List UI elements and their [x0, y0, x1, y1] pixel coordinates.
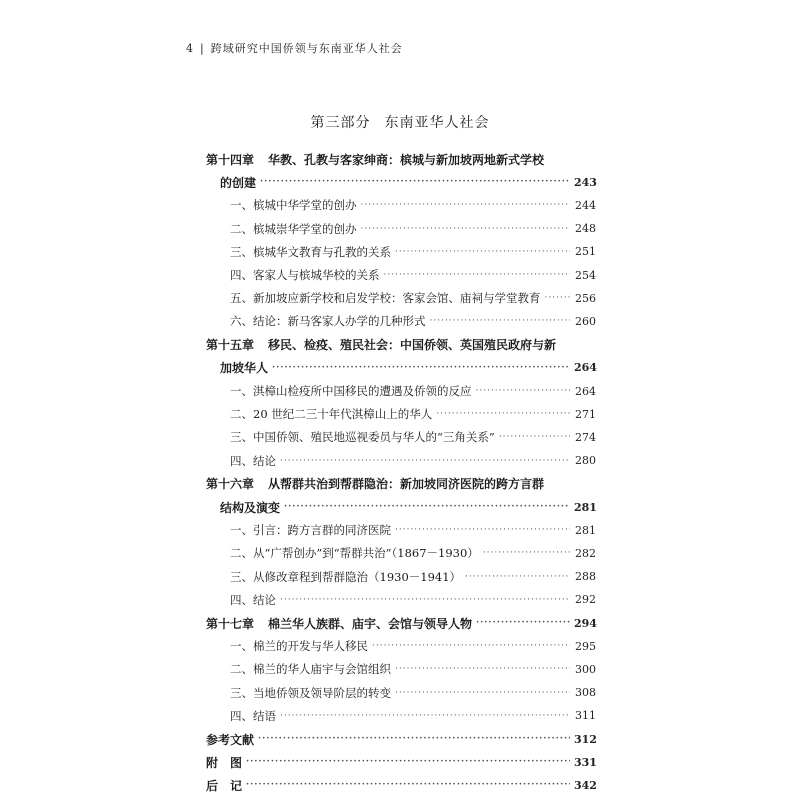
toc-leader-dots [395, 664, 570, 674]
toc-entry-title: 三、槟城华文教育与孔教的关系 [230, 244, 391, 259]
toc-entry-title: 加坡华人 [220, 361, 269, 376]
toc-leader-dots [430, 316, 571, 326]
toc-leader-dots [280, 711, 570, 721]
toc-entry-title: 二、20 世纪二三十年代淇樟山上的华人 [230, 407, 433, 422]
toc-section-entry [230, 242, 596, 262]
toc-page-number: 294 [574, 616, 597, 630]
toc-chapter-entry [220, 172, 596, 192]
toc-section-entry [230, 543, 596, 563]
toc-leader-dots [361, 224, 571, 234]
toc-leader-dots [260, 177, 570, 187]
toc-page-number: 292 [575, 593, 596, 607]
toc-leader-dots [361, 200, 571, 210]
toc-chapter-label: 第十七章 [206, 616, 255, 631]
toc-section-entry [230, 567, 596, 587]
toc-page-number: 248 [575, 222, 596, 236]
toc-entry-title: 五、新加坡应新学校和启发学校：客家会馆、庙祠与学堂教育 [230, 291, 541, 306]
toc-entry-title: 二、从“广帮创办”到“帮群共治”（1867－1930） [230, 546, 479, 561]
toc-entry-title: 从帮群共治到帮群隐治：新加坡同济医院的跨方言群 [268, 477, 545, 492]
toc-page-number: 254 [575, 268, 596, 282]
toc-section-entry [230, 311, 596, 331]
toc-leader-dots [476, 386, 571, 396]
toc-leader-dots [483, 548, 570, 558]
toc-page-number: 295 [575, 639, 596, 653]
toc-section-entry [230, 288, 596, 308]
toc-chapter-entry [206, 729, 596, 749]
toc-entry-title: 三、从修改章程到帮群隐治（1930－1941） [230, 569, 462, 584]
toc-entry-title: 三、当地侨领及领导阶层的转变 [230, 685, 391, 700]
toc-page-number: 308 [575, 686, 596, 700]
toc-page-number: 264 [574, 361, 597, 375]
part-label: 第三部分 [310, 115, 371, 131]
part-title [0, 112, 800, 132]
toc-leader-dots [465, 572, 570, 582]
toc-entry-title: 二、棉兰的华人庙宇与会馆组织 [230, 662, 391, 677]
toc-leader-dots [258, 734, 570, 744]
toc-entry-title: 一、引言：跨方言群的同济医院 [230, 523, 391, 538]
toc-section-entry [230, 520, 596, 540]
toc-entry-title: 一、淇樟山检疫所中国移民的遭遇及侨领的反应 [230, 384, 472, 398]
part-name: 东南亚华人社会 [384, 115, 490, 131]
toc-page-number: 300 [575, 662, 596, 676]
toc-entry-title: 华教、孔教与客家绅商：槟城与新加坡两地新式学校 [268, 152, 545, 167]
toc-leader-dots [476, 618, 570, 628]
toc-page-number: 274 [575, 430, 596, 444]
toc-page-number: 243 [574, 175, 597, 189]
toc-section-entry [230, 427, 596, 447]
toc-chapter-entry [206, 149, 596, 169]
toc-page-number: 260 [575, 314, 596, 328]
toc-entry-title: 一、槟城中华学堂的创办 [230, 198, 357, 213]
toc-page-number: 311 [575, 709, 596, 723]
toc-leader-dots [436, 409, 570, 419]
toc-chapter-entry [206, 775, 596, 795]
toc-section-entry [230, 381, 596, 401]
toc-section-entry [230, 683, 596, 703]
toc-section-entry [230, 265, 596, 285]
toc-leader-dots [284, 502, 570, 512]
toc-chapter-label: 第十六章 [206, 477, 255, 492]
toc-section-entry [230, 404, 596, 424]
toc-entry-title: 四、客家人与槟城华校的关系 [230, 268, 380, 282]
toc-page-number: 264 [575, 384, 596, 398]
toc-entry-title: 后 记 [206, 778, 243, 793]
toc-leader-dots [395, 525, 570, 535]
toc-entry-title: 六、结论：新马客家人办学的几种形式 [230, 314, 426, 329]
toc-page-number: 280 [575, 454, 596, 468]
toc-entry-title: 附 图 [206, 755, 243, 770]
toc-leader-dots [372, 641, 570, 651]
toc-leader-dots [395, 247, 570, 257]
header-book-title: 跨域研究中国侨领与东南亚华人社会 [210, 42, 403, 55]
toc-section-entry [230, 219, 596, 239]
toc-leader-dots [280, 595, 570, 605]
toc-leader-dots [499, 432, 570, 442]
toc-leader-dots [246, 757, 570, 767]
toc-chapter-entry [220, 497, 596, 517]
toc-leader-dots [246, 780, 570, 790]
toc-section-entry [230, 590, 596, 610]
toc-entry-title: 四、结论 [230, 453, 276, 468]
toc-entry-title: 移民、检疫、殖民社会：中国侨领、英国殖民政府与新 [268, 338, 557, 353]
toc-entry-title: 三、中国侨领、殖民地巡视委员与华人的“三角关系” [230, 430, 495, 445]
toc-chapter-label: 第十四章 [206, 152, 255, 167]
toc-entry-title: 一、棉兰的开发与华人移民 [230, 639, 368, 654]
toc-leader-dots [395, 688, 570, 698]
toc-page-number: 312 [574, 732, 597, 746]
toc-chapter-label: 第十五章 [206, 338, 255, 353]
toc-section-entry [230, 659, 596, 679]
toc-section-entry [230, 706, 596, 726]
toc-leader-dots [545, 293, 571, 303]
toc-leader-dots [384, 270, 571, 280]
toc-page-number: 244 [575, 198, 596, 212]
toc-entry-title: 四、结语 [230, 708, 276, 723]
toc-leader-dots [272, 363, 570, 373]
header-separator: | [200, 42, 205, 55]
toc-section-entry [230, 451, 596, 471]
toc-entry-text [206, 615, 472, 632]
toc-page-number: 281 [575, 523, 596, 537]
toc-page-number: 251 [575, 245, 596, 259]
header-page-number: 4 [186, 42, 194, 55]
toc-page-number: 256 [575, 291, 596, 305]
toc-page-number: 282 [575, 546, 596, 560]
toc-chapter-entry [206, 474, 596, 494]
toc-entry-text [206, 475, 544, 492]
toc-page-number: 271 [575, 407, 596, 421]
toc-chapter-entry [206, 613, 596, 633]
toc-page-number: 281 [574, 500, 597, 514]
toc-page-number: 342 [574, 778, 597, 792]
running-header [186, 40, 403, 56]
toc-page-number: 288 [575, 570, 596, 584]
toc-entry-title: 四、结论 [230, 592, 276, 607]
toc-leader-dots [280, 456, 570, 466]
toc-chapter-entry [220, 358, 596, 378]
toc-entry-title: 参考文献 [206, 732, 255, 747]
toc-chapter-entry [206, 335, 596, 355]
toc-entry-title: 结构及演变 [220, 500, 281, 515]
toc-entry-title: 的创建 [220, 175, 257, 190]
toc-section-entry [230, 636, 596, 656]
toc-section-entry [230, 195, 596, 215]
toc-chapter-entry [206, 752, 596, 772]
toc-entry-title: 二、槟城崇华学堂的创办 [230, 221, 357, 236]
toc-page-number: 331 [574, 755, 597, 769]
toc-entry-title: 棉兰华人族群、庙宇、会馆与领导人物 [268, 616, 473, 631]
toc-entry-text [206, 336, 556, 353]
toc-entry-text [206, 151, 544, 168]
